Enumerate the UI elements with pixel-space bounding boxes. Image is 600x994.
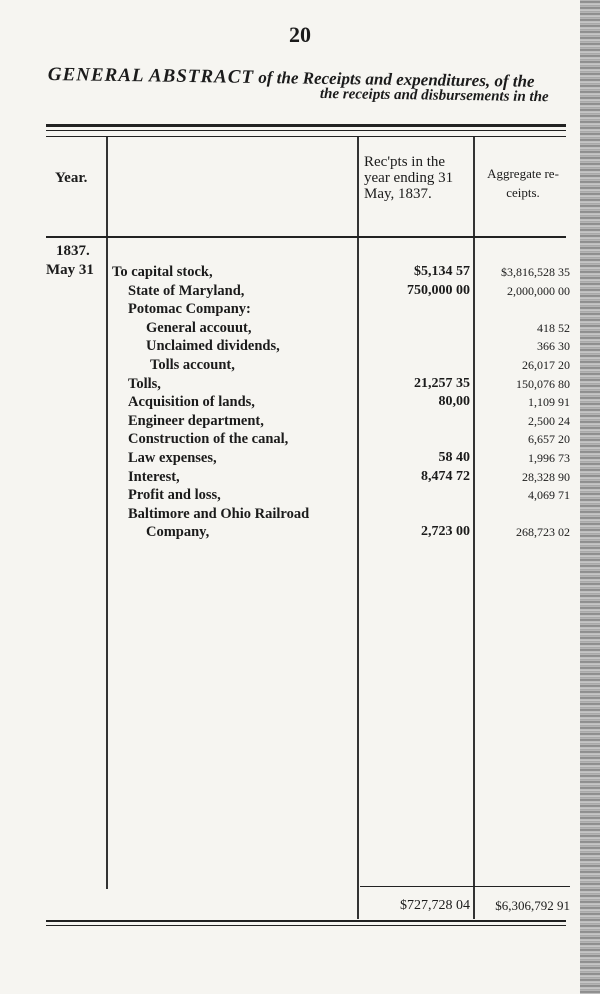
row-receipts: $5,134 57	[414, 264, 470, 279]
row-description: Law expenses,	[128, 450, 217, 466]
row-description: Engineer department,	[128, 412, 264, 429]
total-aggregate: $6,306,792 91	[495, 898, 570, 913]
table-row	[0, 524, 600, 540]
row-aggregate: 418 52	[537, 320, 570, 335]
title-line-2: the receipts and disbursements in the	[319, 86, 549, 106]
table-row	[0, 301, 600, 317]
table-row	[0, 320, 600, 336]
row-description: Construction of the canal,	[128, 431, 289, 448]
header-receipts	[364, 154, 474, 202]
row-aggregate: 150,076 80	[516, 376, 570, 391]
row-aggregate: $3,816,528 35	[501, 265, 570, 279]
table-row	[0, 376, 600, 392]
header-receipts-line: Rec'pts in the	[364, 154, 446, 170]
row-description: Unclaimed dividends,	[146, 338, 280, 355]
row-receipts: 2,723 00	[421, 524, 470, 540]
title-heading: GENERAL ABSTRACT	[47, 64, 255, 88]
row-description: Tolls account,	[150, 357, 235, 373]
table-row	[0, 431, 600, 447]
top-rule-thick	[46, 124, 566, 127]
table-row	[0, 487, 600, 503]
row-description: State of Maryland,	[128, 282, 245, 299]
year-cell: 1837.	[56, 243, 90, 259]
row-description: General accouut,	[146, 319, 252, 336]
bottom-rule	[46, 920, 566, 922]
row-aggregate: 6,657 20	[528, 432, 570, 447]
table-row	[0, 469, 600, 485]
bottom-rule-thin	[46, 925, 566, 926]
row-aggregate: 1,996 73	[528, 451, 570, 465]
row-aggregate: 1,109 91	[528, 395, 570, 410]
header-receipts-line: year ending 31	[364, 170, 454, 186]
row-aggregate: 366 30	[537, 339, 570, 354]
date-cell: May 31	[46, 262, 94, 278]
header-aggregate	[478, 164, 568, 202]
row-description: Company,	[146, 524, 210, 541]
header-rule	[46, 236, 566, 238]
top-rule-thin	[46, 130, 566, 131]
table-row	[0, 264, 600, 280]
row-receipts: 750,000 00	[407, 282, 470, 298]
table-row	[0, 506, 600, 522]
total-receipts: $727,728 04	[400, 898, 470, 913]
row-aggregate: 2,000,000 00	[507, 283, 570, 298]
row-description: Potomac Company:	[128, 301, 251, 318]
header-aggregate-line: Aggregate re-	[487, 166, 559, 181]
binding-edge	[580, 0, 600, 994]
header-year: Year.	[55, 170, 88, 186]
header-receipts-line: May, 1837.	[364, 186, 432, 202]
row-aggregate: 28,328 90	[522, 469, 570, 484]
row-aggregate: 268,723 02	[516, 525, 570, 540]
row-receipts: 58 40	[438, 450, 470, 465]
row-description: Acquisition of lands,	[128, 394, 255, 411]
row-aggregate: 26,017 20	[522, 358, 570, 372]
table-row	[0, 338, 600, 354]
table-row	[0, 413, 600, 429]
row-description: Baltimore and Ohio Railroad	[128, 505, 310, 522]
row-description: Tolls,	[128, 375, 161, 392]
row-receipts: 8,474 72	[421, 468, 470, 484]
header-aggregate-line: ceipts.	[506, 185, 540, 200]
table-row	[0, 450, 600, 466]
top-rule-thin-2	[46, 136, 566, 137]
row-description: Profit and loss,	[128, 487, 221, 504]
table-row	[0, 283, 600, 299]
row-receipts: 80,00	[438, 394, 470, 410]
page-number: 20	[289, 22, 311, 47]
totals-rule	[360, 886, 570, 887]
title-subheading: of the Receipts and expenditures, of the	[253, 67, 535, 91]
table-row	[0, 357, 600, 373]
table-row	[0, 394, 600, 410]
row-aggregate: 4,069 71	[528, 488, 570, 503]
row-receipts: 21,257 35	[414, 375, 470, 391]
row-aggregate: 2,500 24	[528, 413, 570, 428]
row-description: To capital stock,	[112, 264, 213, 280]
row-description: Interest,	[128, 468, 180, 485]
